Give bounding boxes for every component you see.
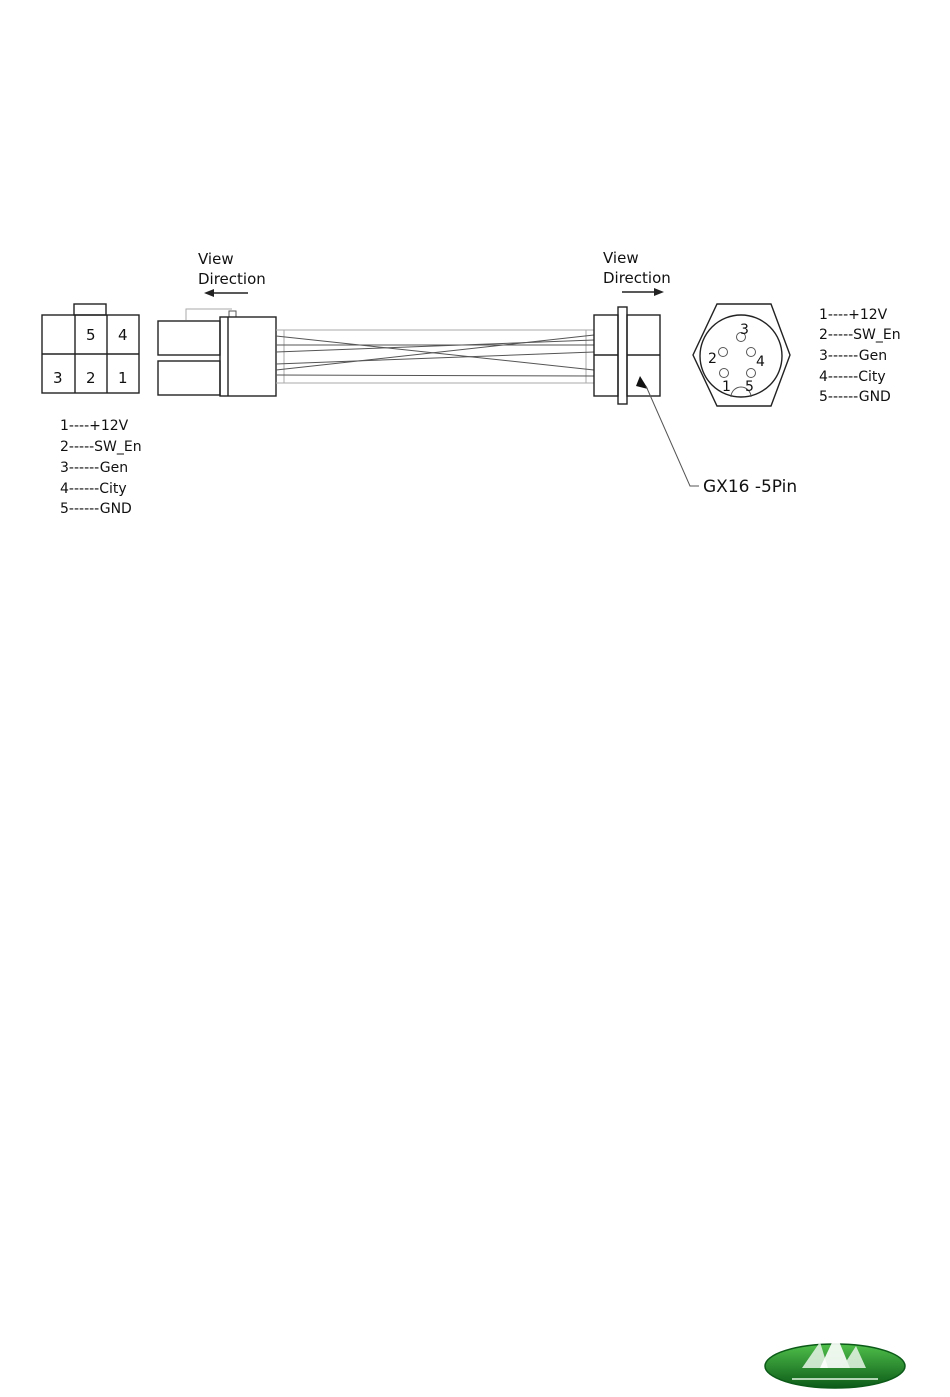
molex-pin-label: 3 [53, 369, 63, 387]
pinout-line: 2-----SW_En [60, 439, 142, 455]
cable [276, 330, 594, 383]
view-direction-label: Direction [603, 269, 671, 287]
pinout-line: 1----+12V [819, 307, 888, 323]
latch-tab [229, 311, 236, 317]
arrow-left-icon [204, 289, 214, 297]
callout-leader [646, 386, 699, 486]
pinout-line: 5------GND [819, 389, 891, 405]
logo-strapline-mark [792, 1378, 878, 1380]
molex-pin-label: 5 [86, 326, 96, 344]
pinout-line: 1----+12V [60, 418, 129, 434]
arrow-right-icon [654, 288, 664, 296]
left-pinout-legend [60, 418, 142, 517]
molex-latch [74, 304, 106, 315]
latch-outline [186, 309, 232, 320]
view-direction-left [198, 250, 266, 297]
pinout-line: 4------City [60, 481, 127, 497]
view-direction-label: View [603, 249, 639, 267]
view-direction-right [603, 249, 671, 296]
molex-face-view [42, 304, 139, 393]
gx16-side-view [594, 307, 797, 497]
gx16-pin-label: 4 [756, 354, 765, 370]
gx16-pin-label: 1 [722, 379, 731, 395]
gx16-pin-label: 5 [745, 379, 754, 395]
pinout-line: 5------GND [60, 501, 132, 517]
pinout-line: 3------Gen [819, 348, 888, 364]
connector-callout: GX16 -5Pin [703, 477, 798, 497]
gx16-pin-label: 2 [708, 351, 717, 367]
gx16-face-view [693, 304, 790, 406]
plug-body-upper [158, 321, 220, 355]
pinout-line: 3------Gen [60, 460, 129, 476]
right-pinout-legend [819, 307, 901, 405]
molex-side-view [158, 309, 276, 396]
gx16-flange [618, 307, 627, 404]
company-logo [762, 1328, 908, 1390]
pinout-line: 4------City [819, 369, 886, 385]
pinout-line: 2-----SW_En [819, 327, 901, 343]
molex-pin-label: 4 [118, 326, 128, 344]
view-direction-label: View [198, 250, 234, 268]
gx16-pin-label: 3 [740, 322, 749, 338]
molex-pin-label: 1 [118, 369, 128, 387]
plug-body-lower [158, 361, 220, 395]
molex-pin-label: 2 [86, 369, 96, 387]
view-direction-label: Direction [198, 270, 266, 288]
